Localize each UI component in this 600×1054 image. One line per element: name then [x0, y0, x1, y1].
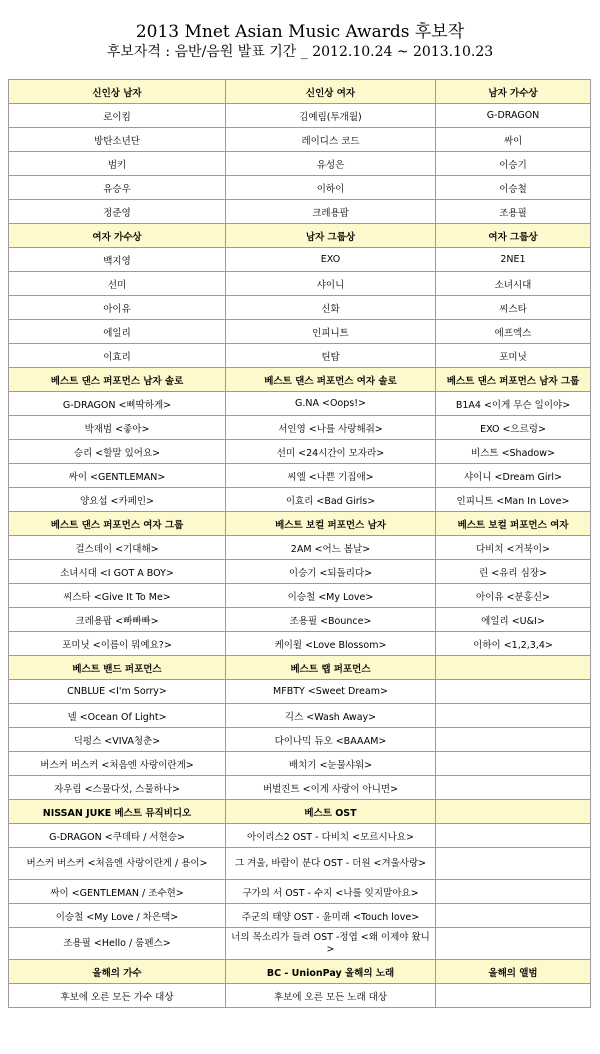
nominee-row [9, 704, 591, 728]
nominee-cell: 싸이 [436, 128, 591, 152]
nominee-row [9, 904, 591, 928]
nominee-cell: 이승기 <되돌리다> [226, 560, 436, 584]
nominee-cell: EXO [226, 248, 436, 272]
category-header: 올해의 가수 [9, 960, 226, 984]
nominee-cell: 에일리 [9, 320, 226, 344]
nominee-cell: 너의 목소리가 들려 OST -정엽 <왜 이제야 왔니> [226, 928, 436, 960]
nominee-cell: 레이디스 코드 [226, 128, 436, 152]
nominee-cell [436, 776, 591, 800]
nominee-cell: 소녀시대 <I GOT A BOY> [9, 560, 226, 584]
nominee-row [9, 536, 591, 560]
category-header: 베스트 보컬 퍼포먼스 여자 [436, 512, 591, 536]
nominee-cell: 크레용팝 [226, 200, 436, 224]
nominee-cell: 이효리 [9, 344, 226, 368]
nominee-row [9, 632, 591, 656]
nominee-cell: 샤이니 [226, 272, 436, 296]
category-header: 남자 그룹상 [226, 224, 436, 248]
nominee-row [9, 320, 591, 344]
nominee-row [9, 296, 591, 320]
nominee-cell: 이승철 [436, 176, 591, 200]
nominee-cell: 크레용팝 <빠빠빠> [9, 608, 226, 632]
nominee-cell: G.NA <Oops!> [226, 392, 436, 416]
nominee-cell: 씨엘 <나쁜 기집애> [226, 464, 436, 488]
nominee-cell [436, 928, 591, 960]
nominee-cell: 넬 <Ocean Of Light> [9, 704, 226, 728]
category-header-row [9, 800, 591, 824]
nominee-row [9, 848, 591, 880]
category-header: 베스트 댄스 퍼포먼스 여자 솔로 [226, 368, 436, 392]
nominee-cell: 2NE1 [436, 248, 591, 272]
nominee-cell: 그 겨울, 바람이 분다 OST - 더원 <겨울사랑> [226, 848, 436, 880]
nominee-cell: 자우림 <스물다섯, 스물하나> [9, 776, 226, 800]
nominee-row [9, 608, 591, 632]
nominee-row [9, 584, 591, 608]
nominee-cell: 씨스타 [436, 296, 591, 320]
nominee-cell: 2AM <어느 봄날> [226, 536, 436, 560]
nominee-row [9, 984, 591, 1008]
nominee-cell: 조용필 [436, 200, 591, 224]
nominee-row [9, 880, 591, 904]
nominee-row [9, 176, 591, 200]
nominee-cell: G-DRAGON <삐딱하게> [9, 392, 226, 416]
nominee-cell [436, 984, 591, 1008]
nominee-cell: 아이리스2 OST - 다비치 <모르시나요> [226, 824, 436, 848]
category-header-row [9, 80, 591, 104]
category-header-row [9, 960, 591, 984]
nominee-cell: 린 <유리 심장> [436, 560, 591, 584]
nominee-row [9, 272, 591, 296]
nominee-cell: 소녀시대 [436, 272, 591, 296]
nominee-cell: 싸이 <GENTLEMAN / 조수현> [9, 880, 226, 904]
nominee-cell: 이하이 [226, 176, 436, 200]
nominee-cell: 후보에 오른 모든 노래 대상 [226, 984, 436, 1008]
category-header: 베스트 댄스 퍼포먼스 남자 솔로 [9, 368, 226, 392]
nominee-cell: 에일리 <U&I> [436, 608, 591, 632]
nominee-cell: 이하이 <1,2,3,4> [436, 632, 591, 656]
nominee-row [9, 104, 591, 128]
category-header: 베스트 OST [226, 800, 436, 824]
nominee-cell: 버스커 버스커 <처음엔 사랑이란게 / 용이> [9, 848, 226, 880]
nominee-row [9, 824, 591, 848]
nominee-cell: 이승철 <My Love / 차은택> [9, 904, 226, 928]
nominee-cell: MFBTY <Sweet Dream> [226, 680, 436, 704]
nominee-row [9, 928, 591, 960]
nominee-cell: 씨스타 <Give It To Me> [9, 584, 226, 608]
nominee-cell: 싸이 <GENTLEMAN> [9, 464, 226, 488]
nominee-cell: 정준영 [9, 200, 226, 224]
nominee-row [9, 200, 591, 224]
nominee-cell: 에프엑스 [436, 320, 591, 344]
nominee-table [8, 79, 591, 1008]
nominee-cell: 포미닛 <이름이 뭐예요?> [9, 632, 226, 656]
category-header: 신인상 남자 [9, 80, 226, 104]
nominee-cell [436, 704, 591, 728]
category-header [436, 800, 591, 824]
nominee-cell: 조용필 <Hello / 룸펜스> [9, 928, 226, 960]
nominee-row [9, 680, 591, 704]
nominee-cell: 버벌진트 <이게 사랑이 아니면> [226, 776, 436, 800]
nominee-cell: 유성은 [226, 152, 436, 176]
nominee-cell [436, 848, 591, 880]
nominee-row [9, 344, 591, 368]
nominee-row [9, 440, 591, 464]
nominee-cell [436, 680, 591, 704]
nominee-cell: 아이유 <분홍신> [436, 584, 591, 608]
nominee-cell: 이승철 <My Love> [226, 584, 436, 608]
category-header: 베스트 보컬 퍼포먼스 남자 [226, 512, 436, 536]
nominee-cell: 조용필 <Bounce> [226, 608, 436, 632]
nominee-cell: 틴탑 [226, 344, 436, 368]
category-header: 올해의 앨범 [436, 960, 591, 984]
nominee-cell: G-DRAGON <쿠데타 / 서현승> [9, 824, 226, 848]
category-header-row [9, 656, 591, 680]
nominee-cell [436, 752, 591, 776]
nominee-row [9, 488, 591, 512]
nominee-cell: 선미 [9, 272, 226, 296]
nominee-row [9, 392, 591, 416]
nominee-cell: 버스커 버스커 <처음엔 사랑이란게> [9, 752, 226, 776]
category-header-row [9, 512, 591, 536]
nominee-cell: 박재범 <좋아> [9, 416, 226, 440]
nominee-cell: 후보에 오른 모든 가수 대상 [9, 984, 226, 1008]
category-header: 베스트 랩 퍼포먼스 [226, 656, 436, 680]
category-header: 베스트 댄스 퍼포먼스 여자 그룹 [9, 512, 226, 536]
category-header: 여자 가수상 [9, 224, 226, 248]
nominee-cell: 배치기 <눈물샤워> [226, 752, 436, 776]
nominee-row [9, 464, 591, 488]
category-header: 남자 가수상 [436, 80, 591, 104]
category-header: BC - UnionPay 올해의 노래 [226, 960, 436, 984]
page-title: 2013 Mnet Asian Music Awards 후보작 [135, 22, 465, 42]
nominee-cell: G-DRAGON [436, 104, 591, 128]
nominee-cell [436, 880, 591, 904]
nominee-cell: B1A4 <이게 무슨 일이야> [436, 392, 591, 416]
nominee-cell: 양요섭 <카페인> [9, 488, 226, 512]
category-header-row [9, 368, 591, 392]
nominee-cell: 아이유 [9, 296, 226, 320]
nominee-cell: 서인영 <나를 사랑해줘> [226, 416, 436, 440]
nominee-row [9, 560, 591, 584]
nominee-cell: 범키 [9, 152, 226, 176]
nominee-row [9, 776, 591, 800]
nominee-cell: 다비치 <거북이> [436, 536, 591, 560]
nominee-cell: 백지영 [9, 248, 226, 272]
nominee-cell: 비스트 <Shadow> [436, 440, 591, 464]
page-subtitle: 후보자격 : 음반/음원 발표 기간 _ 2012.10.24 ~ 2013.10.23 [106, 44, 494, 60]
nominee-cell: 이효리 <Bad Girls> [226, 488, 436, 512]
nominee-cell: 이승기 [436, 152, 591, 176]
nominee-cell: 다이나믹 듀오 <BAAAM> [226, 728, 436, 752]
nominee-cell [436, 728, 591, 752]
nominee-cell: 긱스 <Wash Away> [226, 704, 436, 728]
nominee-cell [436, 904, 591, 928]
nominee-cell: 선미 <24시간이 모자라> [226, 440, 436, 464]
nominee-cell: 주군의 태양 OST - 윤미래 <Touch love> [226, 904, 436, 928]
category-header: 베스트 밴드 퍼포먼스 [9, 656, 226, 680]
nominee-cell: 구가의 서 OST - 수지 <나를 잊지말아요> [226, 880, 436, 904]
nominee-row [9, 416, 591, 440]
nominee-cell: 유승우 [9, 176, 226, 200]
category-header: 베스트 댄스 퍼포먼스 남자 그룹 [436, 368, 591, 392]
category-header: NISSAN JUKE 베스트 뮤직비디오 [9, 800, 226, 824]
nominee-cell: 인피니트 <Man In Love> [436, 488, 591, 512]
category-header: 여자 그룹상 [436, 224, 591, 248]
nominee-cell: EXO <으르렁> [436, 416, 591, 440]
nominee-cell: 인피니트 [226, 320, 436, 344]
category-header [436, 656, 591, 680]
nominee-cell: CNBLUE <I'm Sorry> [9, 680, 226, 704]
nominee-cell: 걸스데이 <기대해> [9, 536, 226, 560]
nominee-cell: 승리 <할말 있어요> [9, 440, 226, 464]
nominee-cell: 신화 [226, 296, 436, 320]
nominee-cell: 김예림(투개월) [226, 104, 436, 128]
nominee-cell [436, 824, 591, 848]
nominee-cell: 포미닛 [436, 344, 591, 368]
nominee-row [9, 248, 591, 272]
category-header-row [9, 224, 591, 248]
nominee-cell: 샤이니 <Dream Girl> [436, 464, 591, 488]
nominee-cell: 딕펑스 <VIVA청춘> [9, 728, 226, 752]
nominee-row [9, 728, 591, 752]
nominee-cell: 방탄소년단 [9, 128, 226, 152]
nominee-row [9, 752, 591, 776]
nominee-row [9, 152, 591, 176]
category-header: 신인상 여자 [226, 80, 436, 104]
nominee-cell: 로이킴 [9, 104, 226, 128]
nominee-cell: 케이윌 <Love Blossom> [226, 632, 436, 656]
nominee-row [9, 128, 591, 152]
